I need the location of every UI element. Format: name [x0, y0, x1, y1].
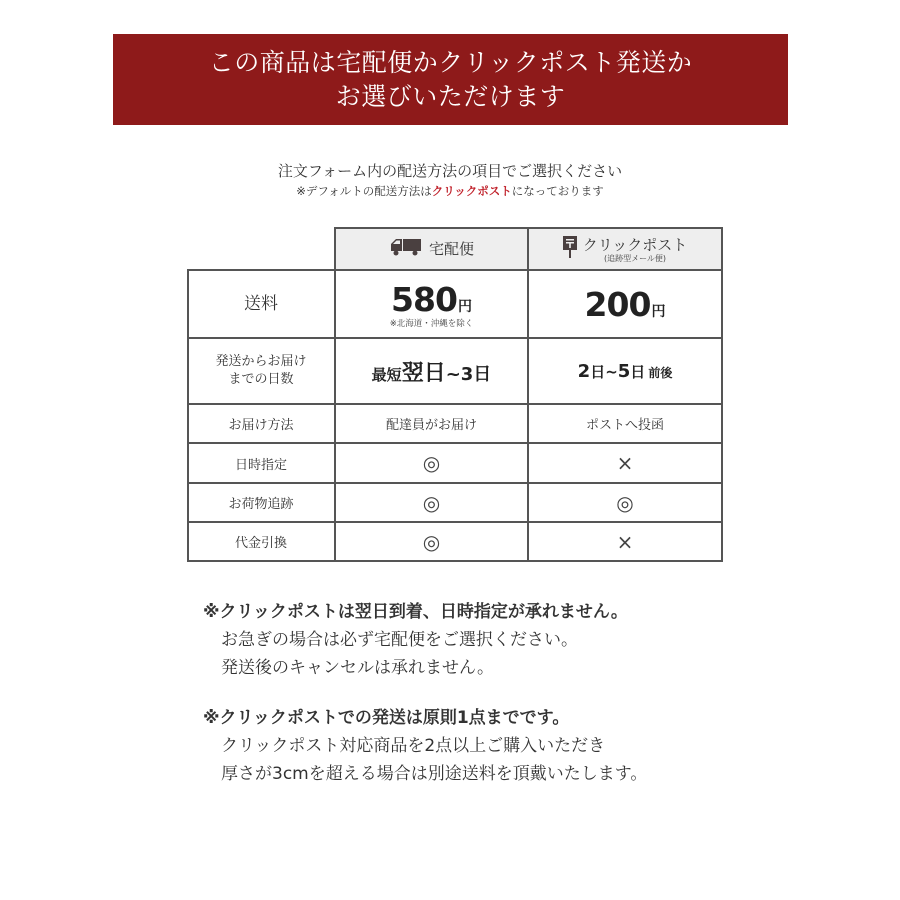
postbox-icon: [563, 236, 577, 262]
days-takuhai-big: 翌日: [401, 360, 446, 386]
row-tracking-takuhai: [335, 483, 528, 522]
days-cp-approx: 前後: [648, 365, 673, 380]
method-clickpost: ポストへ投函: [585, 418, 664, 433]
double-circle-icon: ◎: [422, 490, 441, 515]
table-border: [187, 337, 723, 339]
days-cp-day: 日: [630, 362, 646, 381]
row-cod-label: [187, 522, 335, 561]
row-method-takuhai: [335, 404, 528, 443]
fee-clickpost-unit: 円: [651, 303, 666, 320]
banner-line-1: この商品は宅配便かクリックポスト発送か: [208, 47, 693, 77]
intro-text: [0, 160, 900, 200]
datetime-label: 日時指定: [234, 457, 287, 473]
row-days-clickpost: [528, 338, 722, 404]
fee-takuhai-value: 580: [391, 279, 457, 319]
table-border: [335, 227, 723, 229]
fee-clickpost-value: 200: [584, 284, 651, 324]
note1-line3: 発送後のキャンセルは承れません。: [221, 658, 495, 678]
table-border: [721, 227, 723, 562]
table-border: [187, 269, 189, 562]
fee-takuhai-unit: 円: [457, 298, 472, 315]
row-fee-takuhai: [335, 270, 528, 338]
note2-head: ※クリックポストでの発送は原則1点までです。: [203, 708, 570, 728]
double-circle-icon: ◎: [616, 490, 634, 515]
intro-suffix: になっております: [511, 184, 604, 198]
fee-label: 送料: [244, 293, 278, 314]
cross-icon: ×: [616, 529, 634, 554]
row-method-label: [187, 404, 335, 443]
row-days-takuhai: [335, 338, 528, 404]
header-takuhai: [335, 227, 528, 270]
intro-highlight: クリックポスト: [431, 184, 512, 198]
method-label: お届け方法: [228, 418, 294, 433]
table-border: [187, 269, 723, 271]
header-clickpost: [528, 227, 722, 270]
row-fee-label: [187, 270, 335, 338]
cross-icon: ×: [616, 451, 634, 475]
note1-head: ※クリックポストは翌日到着、日時指定が承れません。: [203, 602, 628, 622]
fee-takuhai-note: ※北海道・沖縄を除く: [389, 318, 474, 329]
days-takuhai-suffix: ~3日: [445, 363, 492, 385]
method-takuhai: 配達員がお届け: [385, 418, 477, 433]
note2-line3: 厚さが3cmを超える場合は別途送料を頂戴いたします。: [221, 764, 648, 784]
truck-icon: [389, 238, 423, 260]
intro-prefix: ※デフォルトの配送方法は: [296, 184, 432, 198]
days-cp-min: 2: [577, 360, 591, 382]
tracking-label: お荷物追跡: [228, 497, 294, 512]
days-label-2: までの日数: [228, 372, 294, 387]
row-datetime-clickpost: [528, 443, 722, 483]
table-border: [187, 560, 723, 562]
row-method-clickpost: [528, 404, 722, 443]
note2-line2: クリックポスト対応商品を2点以上ご購入いただき: [221, 736, 606, 756]
row-fee-clickpost: [528, 270, 722, 338]
header-banner: [113, 34, 788, 125]
cod-label: 代金引換: [234, 536, 287, 551]
header-clickpost-sub: (追跡型メール便): [603, 253, 667, 263]
header-takuhai-label: 宅配便: [428, 240, 474, 258]
double-circle-icon: ◎: [422, 451, 441, 475]
table-border: [187, 403, 723, 405]
row-days-label: [187, 338, 335, 404]
table-border: [187, 442, 723, 444]
row-datetime-label: [187, 443, 335, 483]
row-cod-takuhai: [335, 522, 528, 561]
table-border: [334, 227, 336, 562]
row-datetime-takuhai: [335, 443, 528, 483]
row-tracking-clickpost: [528, 483, 722, 522]
days-label-1: 発送からお届け: [215, 354, 307, 369]
banner-line-2: お選びいただけます: [335, 81, 566, 111]
intro-line-2: [0, 182, 900, 200]
note1-line2: お急ぎの場合は必ず宅配便をご選択ください。: [221, 630, 578, 650]
table-border: [527, 227, 529, 562]
days-cp-sep: 日~: [590, 362, 618, 381]
intro-line-1: 注文フォーム内の配送方法の項目でご選択ください: [277, 162, 623, 180]
header-clickpost-label: クリックポスト: [582, 235, 688, 254]
notes-section: [203, 598, 763, 788]
days-takuhai-prefix: 最短: [371, 365, 402, 384]
table-border: [187, 482, 723, 484]
double-circle-icon: ◎: [422, 529, 441, 554]
row-cod-clickpost: [528, 522, 722, 561]
days-cp-max: 5: [617, 360, 631, 382]
row-tracking-label: [187, 483, 335, 522]
table-border: [187, 521, 723, 523]
